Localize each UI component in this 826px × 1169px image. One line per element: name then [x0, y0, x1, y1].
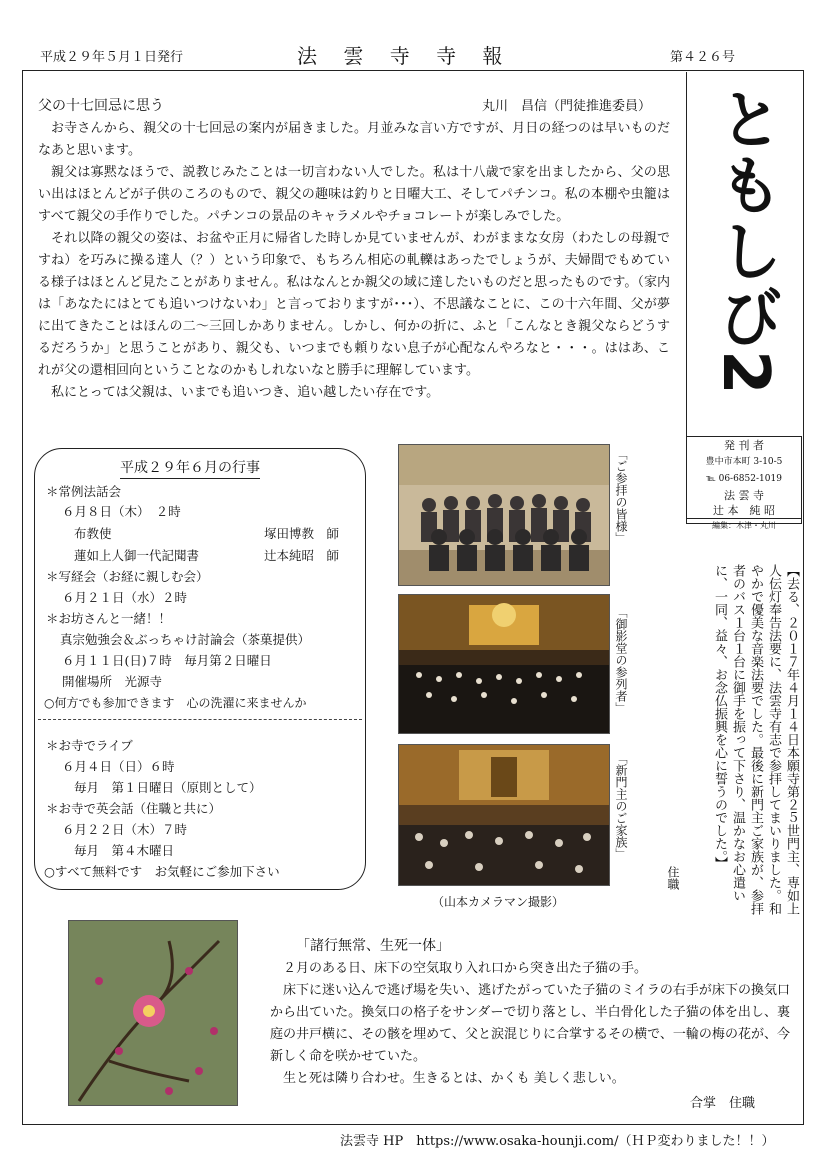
issue-date: 平成２９年５月１日発行 [40, 50, 184, 65]
event-line: ○何方でも参加できます 心の洗濯に来ませんか [44, 696, 307, 710]
event-line: ６月８日（木） ２時 [62, 504, 181, 519]
publisher-editors: 編集：木津・丸川 [687, 518, 801, 532]
event-line: ６月２１日（水）２時 [62, 590, 188, 605]
publisher-box [686, 436, 802, 530]
event-line: 真宗勉強会＆ぶっちゃけ討論会（茶菓提供） [60, 632, 311, 647]
plum-blossom-photo [68, 920, 238, 1106]
photo-credit: （山本カメラマン撮影） [432, 895, 565, 909]
publisher-temple: 法 雲 寺 [724, 489, 764, 502]
publisher-address: 豊中市本町 3-10-5 [705, 457, 783, 467]
photo-caption: 「御影堂の参列者」 [614, 606, 628, 714]
event-line: 布教使 [74, 526, 112, 541]
group-photo [398, 444, 610, 586]
photo-caption: 「新門主のご家族」 [614, 752, 628, 860]
event-line: ６月１１日(日)７時 毎月第２日曜日 [62, 653, 272, 668]
essay-paragraph: 親父は寡黙なほうで、説教じみたことは一切言わない人でした。私は十八歳で家を出ましたから、父の思い出はほとんどが子供のころのもので、親父の趣味は釣りと日曜大工、そしてパチンコ。私の本棚や虫籠はすべて親父の手作りでした。パチンコの景品のキャラメルやチョコレートが楽しみでした。 [38, 165, 670, 224]
event-line: ○すべて無料です お気軽にご参加下さい [44, 864, 280, 879]
hall-photo [398, 594, 610, 734]
essay-paragraph: 私にとっては父親は、いまでも追いつき、追い越したい存在です。 [51, 385, 440, 400]
event-line: ＊お寺でライブ [46, 738, 133, 753]
family-photo [398, 744, 610, 886]
report-text: 【去る、２０１７年４月１４日本願寺第２５世門主、専如上人伝灯奉告法要に、法雲寺有志で参拝してまいりました。和やかで優美な音楽法要でした。最後に新門主ご家族が、参拝者のバス１台１台に御手を振って下さり、温かなお心遣いに、一同、益々、お念仏振興を心に誓うのでした。】 [712, 564, 799, 915]
essay-paragraph: それ以降の親父の姿は、お盆や正月に帰省した時しか見ていませんが、わがままな女房（わたしの母親ですね）を巧みに操る達人（？）という印象で、もちろん相応の軋轢はあったでしょうが、夫婦間でもめている様子はほとんど見たことがありません。私はなんとか親父の域に達したいものだと思ったものです。（家内は「あなたにはとても追いつけないわ」と言っておりますが･･･）、不思議なことに、この十六年間、父が夢に出てきたことはほんの二～三回しかありません。しかし、何かの折に、ふと「こんなとき親父ならどうするだろうか」と思うことがあり、親父も、いつまでも頼りない息子が心配なんやろなと・・・。ははあ、これが父の還相回向ということなのかもしれないなと勝手に理解しています。 [38, 231, 670, 378]
report-signature: 住職 [666, 866, 680, 890]
temple-visit-report [660, 564, 800, 924]
homepage-link[interactable]: 法雲寺 HP https://www.osaka-hounji.com/（ＨＰ変わりました！！） [340, 1134, 775, 1149]
publisher-priest: 辻 本 純 昭 [713, 504, 775, 517]
photo-caption: 「ご参拝の皆様」 [614, 448, 628, 544]
poem-paragraph: 生と死は隣り合わせ。生きるとは、かくも 美しく悲しい。 [283, 1071, 625, 1086]
event-line: ＊お寺で英会話（住職と共に） [46, 801, 222, 816]
poem-body [270, 958, 790, 1090]
issue-number: 第４２６号 [670, 50, 736, 65]
essay-title: 父の十七回忌に思う [38, 98, 164, 114]
publisher-label: 発 刊 者 [724, 439, 764, 452]
event-line: 毎月 第１日曜日（原則として） [74, 780, 262, 795]
publisher-tel: ℡ 06-6852-1019 [706, 474, 782, 484]
event-line: ６月２２日（木）７時 [62, 822, 188, 837]
essay-paragraph: お寺さんから、親父の十七回忌の案内が届きました。月並みな言い方ですが、月日の経つのは早いものだなあと思います。 [38, 121, 670, 158]
newsletter-title: 法 雲 寺 寺 報 [297, 44, 513, 68]
poem-paragraph: ２月のある日、床下の空気取り入れ口から突き出た子猫の手。 [283, 961, 648, 976]
event-divider [38, 719, 362, 720]
poem-title: 「諸行無常、生死一体」 [296, 938, 450, 954]
essay-author: 丸川 昌信（門徒推進委員） [482, 99, 652, 114]
event-schedule-heading: 平成２９年６月の行事 [120, 457, 260, 479]
event-line: 毎月 第４木曜日 [74, 843, 175, 858]
masthead-title: ともしび2 [708, 86, 782, 397]
event-line: ＊常例法話会 [46, 484, 122, 499]
essay-body [38, 118, 670, 404]
event-line: ６月４日（日）６時 [62, 759, 175, 774]
poem-paragraph: 床下に迷い込んで逃げ場を失い、逃げたがっていた子猫のミイラの右手が床下の換気口から出ていた。換気口の格子をサンダーで切り落とし、半白骨化した子猫の体を出し、裏庭の井戸横に、その骸を埋めて、父と涙混じりに合掌するその横で、一輪の梅の花が、今新しく命を咲かせていた。 [270, 983, 790, 1064]
poem-signature: 合掌 住職 [690, 1096, 756, 1111]
event-line: ＊お坊さんと一緒！！ [46, 611, 172, 626]
event-line: 辻本純昭 師 [264, 548, 340, 563]
event-line: ＊写経会（お経に親しむ会） [46, 569, 209, 584]
event-line: 蓮如上人御一代記聞書 [74, 548, 200, 563]
event-line: 塚田博教 師 [264, 526, 340, 541]
event-line: 開催場所 光源寺 [62, 674, 163, 689]
